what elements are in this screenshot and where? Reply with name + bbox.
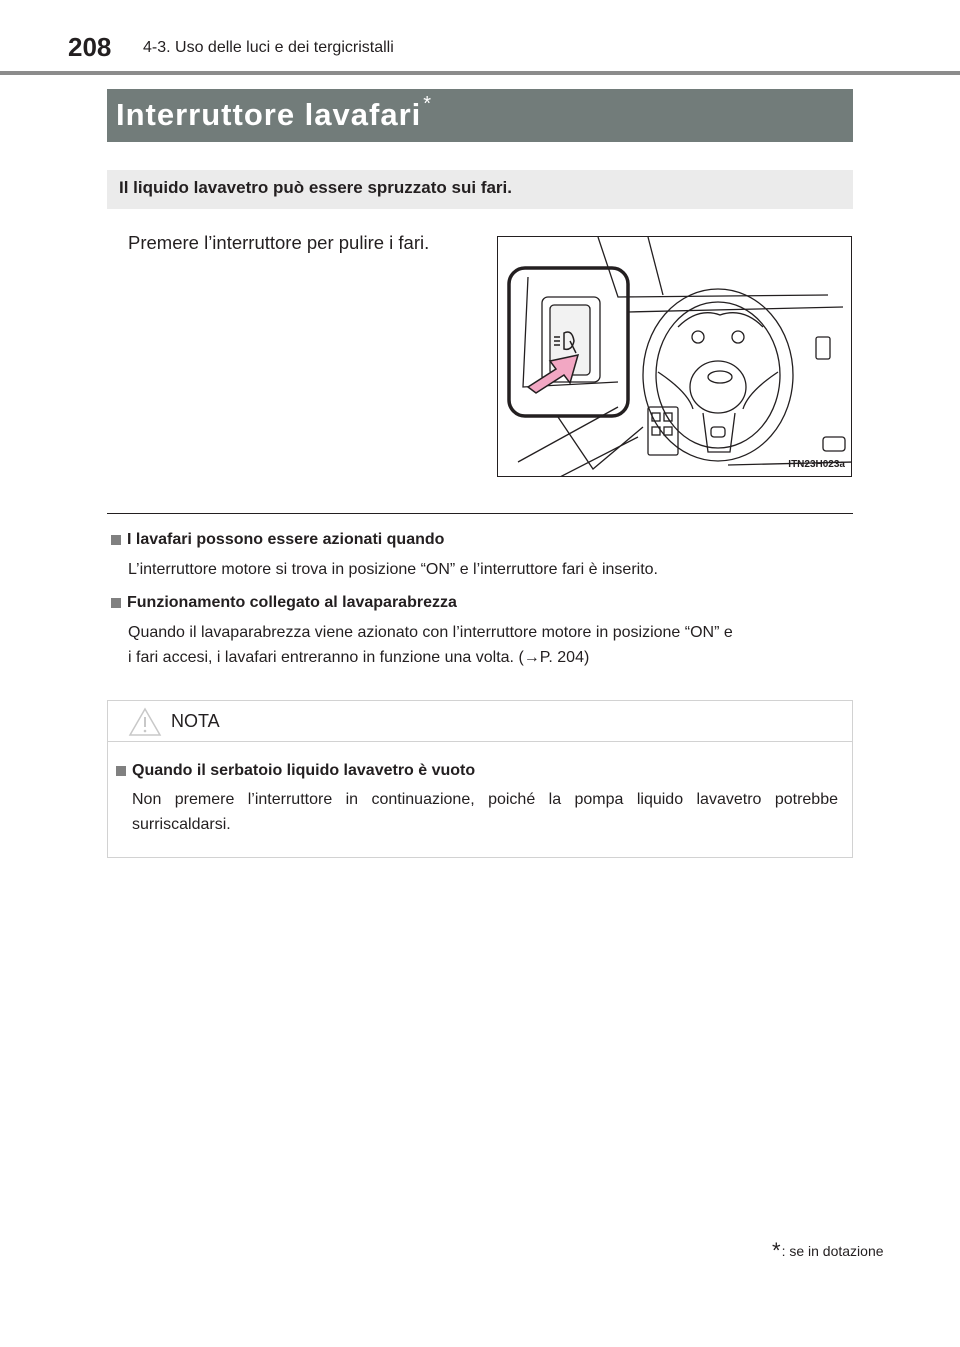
page-ref-arrow-icon: → <box>523 649 540 666</box>
intro-box <box>107 170 853 209</box>
info-text-2-line1: Quando il lavaparabrezza viene azionato con l’interruttore motore in posizione “ON” e <box>128 624 733 641</box>
info-heading-2 <box>111 594 457 612</box>
page-title <box>116 93 433 133</box>
note-header <box>108 701 852 742</box>
info-heading-1-text: I lavafari possono essere azionati quando <box>127 531 445 548</box>
note-text: Non premere l’interruttore in continuazione, poiché la pompa liquido lavavetro potrebbe surriscaldarsi. <box>132 791 838 833</box>
info-text-1: L’interruttore motore si trova in posizione “ON” e l’interruttore fari è inserito. <box>128 561 658 578</box>
figure-code: ITN23H023a <box>788 459 845 470</box>
bullet-square-icon <box>111 535 121 545</box>
page-ref-link[interactable]: P. 204) <box>539 649 590 666</box>
info-text-2 <box>128 620 848 670</box>
note-heading-text: Quando il serbatoio liquido lavavetro è vuoto <box>132 762 476 779</box>
note-label: NOTA <box>171 711 220 731</box>
instruction-text: Premere l’interruttore per pulire i fari. <box>128 232 430 253</box>
note-box <box>107 700 853 858</box>
info-text-2-body: i fari accesi, i lavafari entreranno in funzione una volta. ( <box>128 649 524 666</box>
info-heading-1 <box>111 531 444 549</box>
page-title-text: Interruttore lavafari <box>116 97 422 132</box>
section-title: 4-3. Uso delle luci e dei tergicristalli <box>143 39 394 56</box>
page-number: 208 <box>68 32 112 62</box>
footnote-marker: * <box>772 1238 781 1263</box>
note-heading <box>116 762 475 780</box>
info-heading-2-text: Funzionamento collegato al lavaparabrezza <box>127 594 457 611</box>
title-bar <box>107 89 853 142</box>
bullet-square-icon <box>111 598 121 608</box>
footnote-text: : se in dotazione <box>781 1243 884 1259</box>
separator-line <box>107 513 853 514</box>
info-text-2-line2 <box>128 645 848 670</box>
optional-marker: * <box>423 93 433 115</box>
headlight-cleaner-figure <box>497 236 852 477</box>
header-rule <box>0 71 960 75</box>
press-arrow-icon <box>528 355 578 393</box>
intro-text: Il liquido lavavetro può essere spruzzato sui fari. <box>119 178 512 197</box>
footnote <box>772 1238 884 1264</box>
bullet-square-icon <box>116 766 126 776</box>
dashboard-illustration <box>498 237 852 477</box>
warning-triangle-icon <box>128 707 162 737</box>
